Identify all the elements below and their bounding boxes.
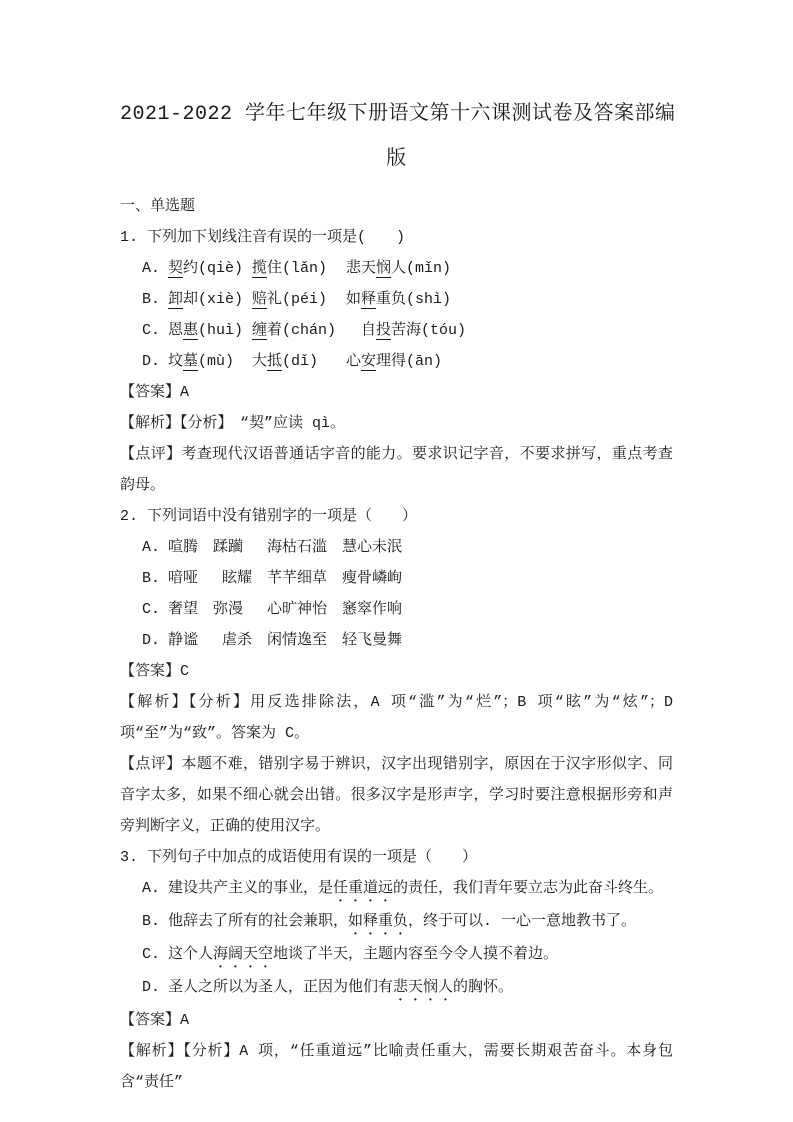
analysis-paragraph <box>120 408 673 439</box>
emphasized-idiom: 任重道远 <box>333 880 394 897</box>
option-column <box>252 346 346 377</box>
text-run: 【答案】A <box>120 1012 190 1029</box>
option-column <box>252 284 346 315</box>
text-run: 奢望 弥漫 心旷神怡 窸窣作响 <box>168 601 403 618</box>
option-column <box>346 253 451 284</box>
text-run: 悲天 <box>346 260 377 277</box>
analysis-paragraph <box>120 687 673 749</box>
option-row <box>120 253 673 284</box>
option-label: A. <box>142 539 161 556</box>
option-row <box>120 594 673 625</box>
underlined-char: 抵 <box>267 353 283 370</box>
comment-paragraph <box>120 749 673 842</box>
text-run: 2. 下列词语中没有错别字的一项是（ ） <box>120 508 418 525</box>
text-run: ，终于可以. 一心一意地教书了。 <box>408 913 637 930</box>
text-run: 地谈了半天，主题内容至今令人摸不着边。 <box>273 946 559 963</box>
text-run: 恩 <box>168 322 184 339</box>
underlined-char: 释 <box>361 291 377 308</box>
option-row <box>120 873 673 906</box>
option-label: B. <box>142 291 161 308</box>
text-run: 理得(ān) <box>376 353 443 370</box>
text-run: 如 <box>346 291 362 308</box>
text-run: 约(qiè) <box>183 260 244 277</box>
text-run: 重负(shì) <box>376 291 452 308</box>
text-run: 【解析】【分析】 “契”应读 qì。 <box>120 415 346 432</box>
text-run: 1. 下列加下划线注音有误的一项是( ) <box>120 229 406 246</box>
underlined-char: 卸 <box>168 291 184 308</box>
text-run: 礼(péi) <box>267 291 328 308</box>
option-row <box>120 563 673 594</box>
text-run: 喑哑 眩耀 芊芊细草 瘦骨嶙峋 <box>168 570 403 587</box>
text-run: 坟 <box>168 353 184 370</box>
emphasized-idiom: 如释重负 <box>348 913 409 930</box>
document-body <box>120 222 673 1098</box>
text-run: 【解析】【分析】A 项，“任重道远”比喻责任重大，需要长期艰苦奋斗。本身包含“责任” <box>120 1043 673 1091</box>
option-row <box>120 284 673 315</box>
comment-paragraph <box>120 439 673 501</box>
text-run: 【答案】A <box>120 384 190 401</box>
question-stem <box>120 222 673 253</box>
section-heading: 一、单选题 <box>120 198 196 215</box>
text-run: 心 <box>346 353 362 370</box>
question-stem <box>120 842 673 873</box>
option-row <box>120 315 673 346</box>
text-run: 大 <box>252 353 268 370</box>
option-row <box>120 532 673 563</box>
option-label: C. <box>142 322 161 339</box>
option-column <box>168 253 252 284</box>
option-label: D. <box>142 979 161 996</box>
option-column <box>168 346 252 377</box>
text-run: 却(xiè) <box>183 291 244 308</box>
text-run: 他辞去了所有的社会兼职， <box>168 913 349 930</box>
text-run: 建设共产主义的事业，是 <box>168 880 334 897</box>
option-label: A. <box>142 880 161 897</box>
text-run: 住(lǎn) <box>267 260 328 277</box>
text-run: 静谧 虐杀 闲情逸至 轻飞曼舞 <box>168 632 403 649</box>
emphasized-idiom: 悲天悯人 <box>393 979 454 996</box>
text-run: 着(chán) <box>267 322 337 339</box>
underlined-char: 惠 <box>183 322 199 339</box>
text-run: 的责任，我们青年要立志为此奋斗终生。 <box>393 880 664 897</box>
text-run: (dǐ) <box>282 353 319 370</box>
answer-line <box>120 377 673 408</box>
text-run: 【点评】本题不难，错别字易于辨识，汉字出现错别字，原因在于汉字形似字、同音字太多，如果不细心就会出错。很多汉字是形声字，学习时要注意根据形旁和声旁判断字义，正确的使用汉字。 <box>120 756 673 835</box>
option-column <box>168 284 252 315</box>
option-label: C. <box>142 946 161 963</box>
emphasized-idiom: 海阔天空 <box>213 946 274 963</box>
text-run: 苦海(tóu) <box>391 322 467 339</box>
answer-line <box>120 1005 673 1036</box>
text-run: 人(mǐn) <box>391 260 452 277</box>
underlined-char: 悯 <box>376 260 392 277</box>
analysis-paragraph <box>120 1036 673 1098</box>
underlined-char: 缠 <box>252 322 268 339</box>
option-label: B. <box>142 913 161 930</box>
option-row <box>120 972 673 1005</box>
option-label: A. <box>142 260 161 277</box>
option-label: D. <box>142 632 161 649</box>
option-column <box>346 315 466 346</box>
text-run: (mù) <box>198 353 235 370</box>
option-label: B. <box>142 570 161 587</box>
text-run: 3. 下列句子中加点的成语使用有误的一项是（ ） <box>120 849 478 866</box>
underlined-char: 赔 <box>252 291 268 308</box>
text-run: 这个人 <box>168 946 214 963</box>
option-column <box>168 315 252 346</box>
option-row <box>120 346 673 377</box>
question-stem <box>120 501 673 532</box>
underlined-char: 揽 <box>252 260 268 277</box>
option-column <box>252 315 346 346</box>
option-column <box>346 346 442 377</box>
text-run: 的胸怀。 <box>453 979 514 996</box>
option-label: D. <box>142 353 161 370</box>
option-label: C. <box>142 601 161 618</box>
document-title-line-2: 版 <box>386 148 407 171</box>
option-column <box>346 284 451 315</box>
underlined-char: 安 <box>361 353 377 370</box>
underlined-char: 墓 <box>183 353 199 370</box>
option-row <box>120 625 673 656</box>
underlined-char: 契 <box>168 260 184 277</box>
text-run: 喧腾 蹂躏 海枯石滥 慧心未泯 <box>168 539 403 556</box>
document-title-line-1: 2021-2022 学年七年级下册语文第十六课测试卷及答案部编 <box>120 103 676 126</box>
option-row <box>120 939 673 972</box>
text-run: 【解析】【分析】用反选排除法，A 项“滥”为“烂”；B 项“眩”为“炫”；D 项“至”为“致”。答案为 C。 <box>120 694 673 742</box>
answer-line <box>120 656 673 687</box>
option-column <box>252 253 346 284</box>
text-run: (huì) <box>198 322 244 339</box>
text-run: 【答案】C <box>120 663 190 680</box>
text-run: 自 <box>346 322 377 339</box>
option-row <box>120 906 673 939</box>
text-run: 【点评】考查现代汉语普通话字音的能力。要求识记字音，不要求拼写，重点考查韵母。 <box>120 446 673 494</box>
underlined-char: 投 <box>376 322 392 339</box>
text-run: 圣人之所以为圣人，正因为他们有 <box>168 979 394 996</box>
